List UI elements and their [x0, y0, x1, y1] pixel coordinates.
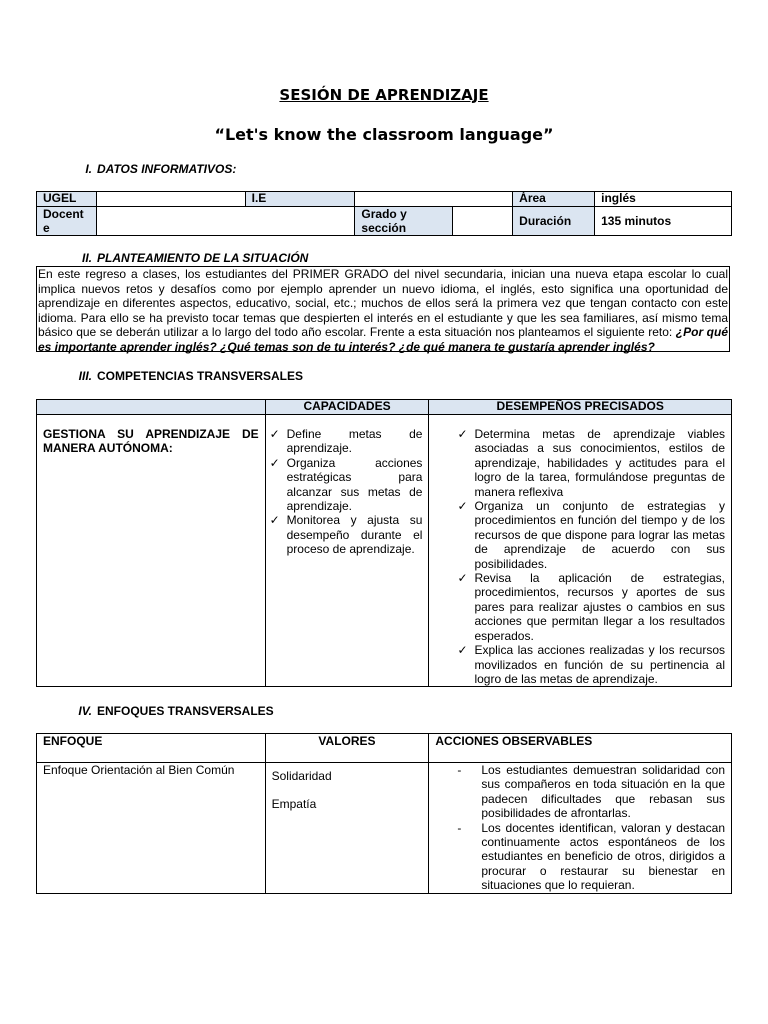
list-item: ✓ Revisa la aplicación de estrategias, procedimientos, recursos y aportes de sus pares para realizar ajustes o cambios en sus acciones que permitan llegar a los resultados esperados.: [457, 571, 725, 643]
situation-box: [36, 266, 730, 352]
section-title: ENFOQUES TRANSVERSALES: [97, 704, 274, 718]
area-value: inglés: [595, 192, 732, 207]
check-icon: ✓: [457, 499, 468, 514]
list-item: - Los docentes identifican, valoran y destacan continuamente actos espontáneos de los estudiantes en beneficio de otros, dirigidos a procurar o restaurar su bienestar en situaciones que lo requieran.: [457, 820, 725, 893]
grado-value[interactable]: [453, 207, 513, 236]
section-heading-planteamiento: [70, 251, 308, 265]
list-item: ✓ Monitorea y ajusta su desempeño durante el proceso de aprendizaje.: [269, 513, 423, 557]
capacidades-list: [270, 427, 423, 557]
section-heading-enfoques: [70, 704, 274, 718]
dash-icon: -: [457, 820, 462, 835]
col-enfoque: ENFOQUE: [37, 734, 266, 763]
ugel-label: UGEL: [37, 192, 97, 207]
competencia-name: GESTIONA SU APRENDIZAJE DE MANERA AUTÓNOMA:: [37, 415, 266, 687]
col-acciones: ACCIONES OBSERVABLES: [429, 734, 732, 763]
ugel-value[interactable]: [96, 192, 245, 207]
section-title: DATOS INFORMATIVOS:: [97, 162, 237, 176]
section-heading-datos: [70, 162, 236, 176]
datos-table: [36, 191, 732, 236]
enfoques-table: [36, 733, 732, 894]
docente-value[interactable]: [96, 207, 354, 236]
ie-value[interactable]: [355, 192, 513, 207]
situation-question: ¿Por qué es importante aprender inglés? ¿Qué temas son de tu interés? ¿de qué manera te gustaría aprender inglés?: [38, 325, 728, 354]
lesson-subtitle: “Let's know the classroom language”: [214, 125, 554, 144]
check-icon: ✓: [457, 571, 468, 586]
valor-item: Empatía: [271, 797, 317, 811]
col-desempenos: DESEMPEÑOS PRECISADOS: [429, 400, 732, 415]
section-number: III.: [78, 369, 92, 383]
duracion-label: Duración: [513, 207, 595, 236]
acciones-list: [435, 763, 725, 893]
section-number: I.: [85, 162, 92, 176]
col-capacidades: CAPACIDADES: [265, 400, 429, 415]
check-icon: ✓: [457, 427, 468, 441]
list-item: ✓ Organiza acciones estratégicas para alcanzar sus metas de aprendizaje.: [269, 455, 423, 514]
document-title: SESIÓN DE APRENDIZAJE: [279, 86, 489, 104]
list-item: ✓ Organiza un conjunto de estrategias y procedimientos en función del tiempo y de los recursos de que dispone para lograr las metas de aprendizaje de acuerdo con sus posibilidades.: [457, 499, 725, 571]
desempenos-list: [457, 427, 725, 686]
list-item: - Los estudiantes demuestran solidaridad con sus compañeros en toda situación en la que padecen dificultades que rebasan sus posibilidades de afrontarlas.: [457, 763, 725, 821]
list-item: ✓ Define metas de aprendizaje.: [269, 427, 423, 456]
duracion-value: 135 minutos: [595, 207, 732, 236]
section-title: COMPETENCIAS TRANSVERSALES: [97, 369, 304, 383]
check-icon: ✓: [269, 513, 280, 528]
section-number: IV.: [78, 704, 92, 718]
competencias-table: [36, 399, 732, 687]
dash-icon: -: [457, 763, 462, 777]
enfoque-name: Enfoque Orientación al Bien Común: [37, 763, 266, 894]
list-item: ✓ Explica las acciones realizadas y los recursos movilizados en función de su pertinencia al logro de las metas de aprendizaje.: [457, 643, 725, 686]
area-label: Área: [513, 192, 595, 207]
check-icon: ✓: [269, 455, 280, 470]
situation-text: En este regreso a clases, los estudiantes del PRIMER GRADO del nivel secundaria, inician una nueva etapa escolar lo cual implica nuevos retos y desafíos como por ejemplo aprender un nuevo idioma, el inglés, esto significa una oportunidad de aprendizaje en diferentes aspectos, educativo, social, etc.; muchos de ellos será la primera vez que tengan contacto con este idioma. Para ello se ha previsto tocar temas que despierten el interés en el estudiante y que les sea familiares, así mismo tema básico que se deberán utilizar a lo largo del todo año escolar. Frente a esta situación nos planteamos el siguiente reto:: [38, 267, 728, 340]
section-number: II.: [81, 251, 92, 265]
check-icon: ✓: [269, 427, 280, 441]
docente-label: Docent e: [37, 207, 97, 236]
col-valores: VALORES: [265, 734, 429, 763]
section-heading-competencias: [70, 369, 303, 383]
ie-label: I.E: [245, 192, 355, 207]
check-icon: ✓: [457, 643, 468, 658]
list-item: ✓ Determina metas de aprendizaje viables asociadas a sus conocimientos, estilos de aprendizaje, habilidades y actitudes para el logro de la tarea, formulándose preguntas de manera reflexiva: [457, 427, 725, 499]
valor-item: Solidaridad: [271, 769, 332, 783]
section-title: PLANTEAMIENTO DE LA SITUACIÓN: [97, 251, 309, 265]
grado-label: Grado y sección: [355, 207, 453, 236]
